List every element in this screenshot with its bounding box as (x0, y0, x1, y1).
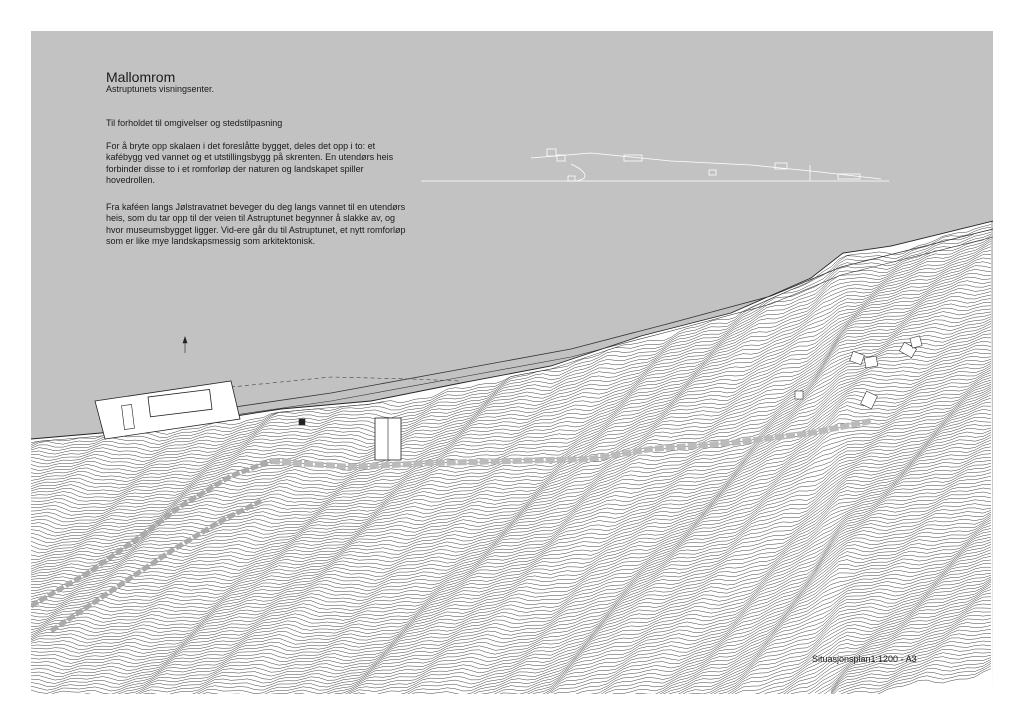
site-plan-sheet (31, 31, 993, 694)
page-title: Mallomrom (106, 69, 176, 85)
property-boundary (231, 377, 461, 387)
scale-label: Situasjonsplan1:1200 - A3 (812, 654, 917, 664)
terrain-drawing (31, 31, 993, 694)
museum-building (375, 418, 401, 460)
description-paragraph: For å bryte opp skalaen i det foreslåtte bygget, deles det opp i to: et kafébygg ved vannet og et utstillingsbygg på skrenten. En utendørs heis forbinder disse to i et romforløp der naturen og landskapet spiller hovedrollen. (106, 141, 394, 185)
elevation-section (421, 149, 889, 181)
north-arrow-icon (183, 337, 187, 353)
section-heading: Til forholdet til omgivelser og stedstilpasning (106, 118, 283, 128)
page-subtitle: Astruptunets visningsenter. (106, 84, 215, 94)
description-paragraph: Fra kaféen langs Jølstravatnet beveger du deg langs vannet til en utendørs heis, som du tar opp til der veien til Astruptunet begynner å slakke av, og hvor museumsbygget ligger. Vid-ere går du til Astruptunet, et nytt romforløp som er like mye landskapsmessig som arkitektonisk. (106, 202, 406, 246)
